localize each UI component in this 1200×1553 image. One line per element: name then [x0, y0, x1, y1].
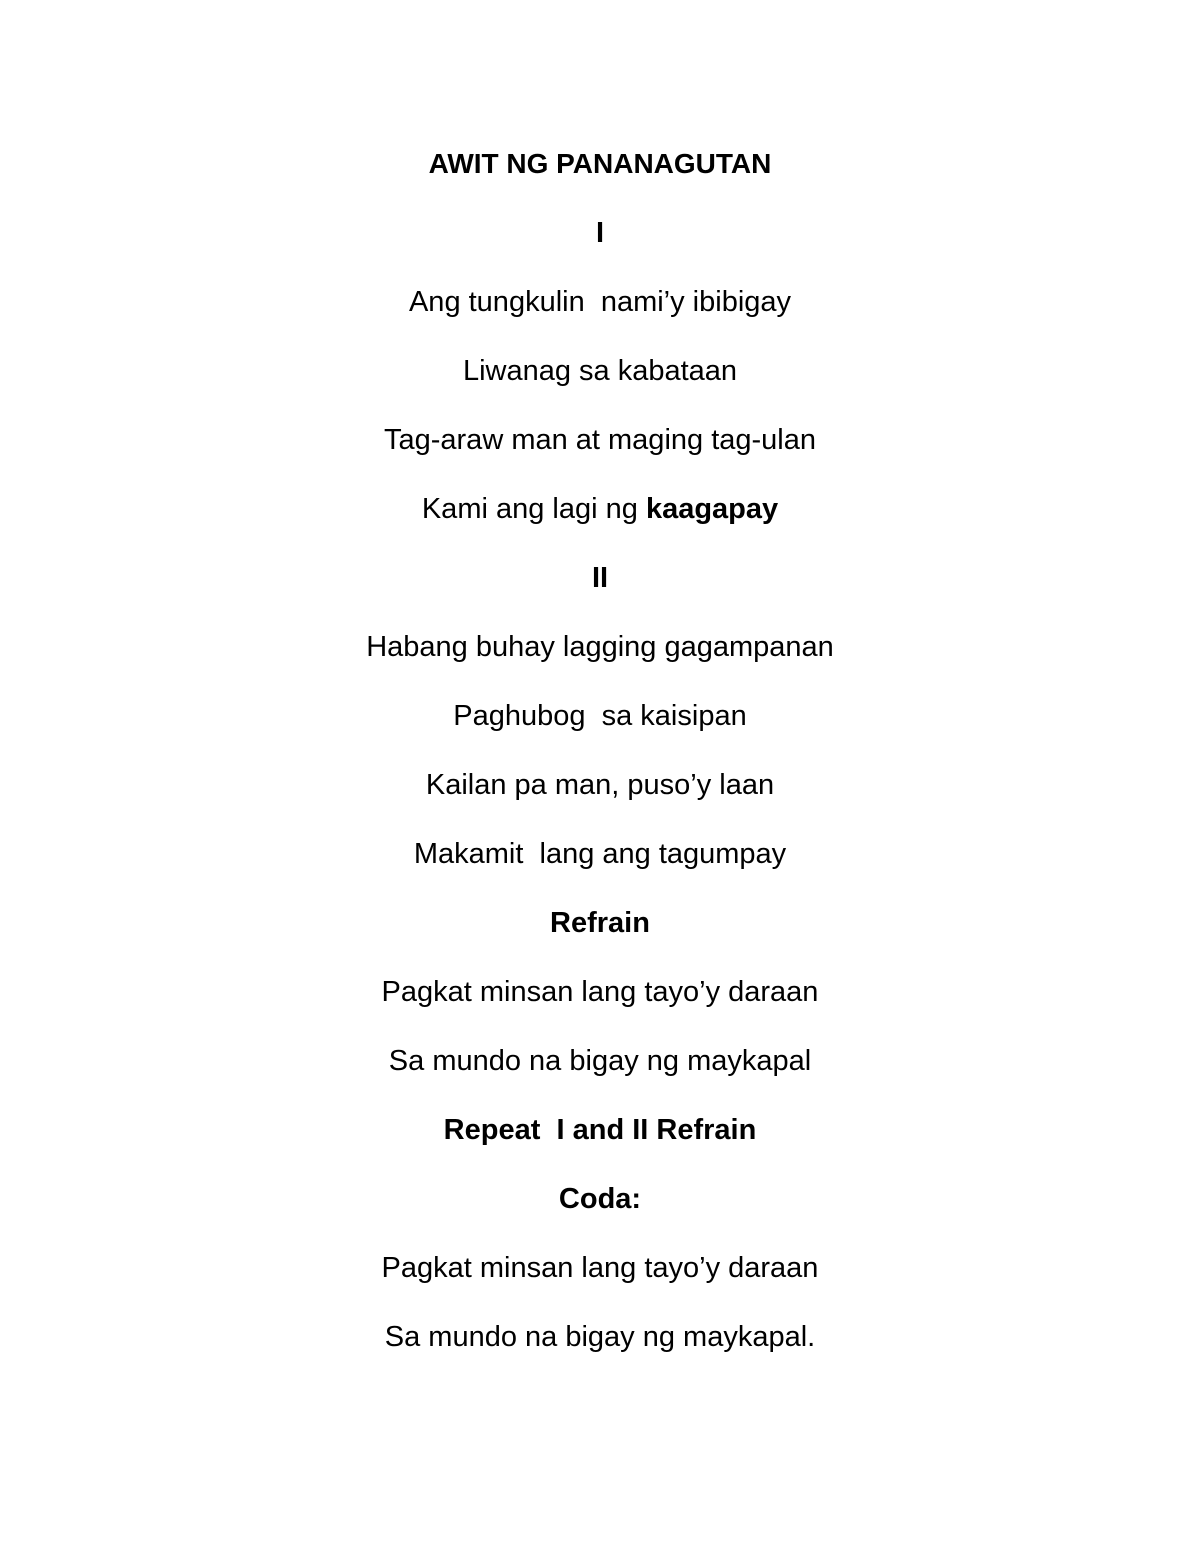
- verse-1-label: I: [595, 217, 605, 249]
- verse-1-line-3: Tag-araw man at maging tag-ulan: [383, 424, 816, 456]
- verse-2-line-4: Makamit lang ang tagumpay: [413, 838, 787, 870]
- verse-1-line-1: Ang tungkulin nami’y ibibigay: [408, 286, 792, 318]
- coda-line-2: Sa mundo na bigay ng maykapal.: [384, 1321, 816, 1353]
- refrain-label: Refrain: [550, 907, 650, 939]
- verse-1-line-4-text: Kami ang lagi ng: [421, 493, 646, 525]
- verse-2-label: II: [591, 562, 609, 594]
- repeat-instruction: Repeat I and II Refrain: [443, 1114, 757, 1146]
- verse-1-line-4-bold-word: kaagapay: [645, 493, 779, 525]
- verse-2-line-1: Habang buhay lagging gagampanan: [366, 631, 834, 663]
- verse-1-line-4: [0, 491, 1200, 527]
- verse-1-line-2: Liwanag sa kabataan: [462, 355, 738, 387]
- verse-2-line-3: Kailan pa man, puso’y laan: [425, 769, 775, 801]
- coda-line-1: Pagkat minsan lang tayo’y daraan: [381, 1252, 819, 1284]
- refrain-line-1: Pagkat minsan lang tayo’y daraan: [381, 976, 819, 1008]
- coda-label: Coda:: [558, 1183, 642, 1215]
- verse-2-line-2: Paghubog sa kaisipan: [453, 700, 747, 732]
- refrain-line-2: Sa mundo na bigay ng maykapal: [388, 1045, 812, 1077]
- song-title: AWIT NG PANANAGUTAN: [428, 148, 772, 179]
